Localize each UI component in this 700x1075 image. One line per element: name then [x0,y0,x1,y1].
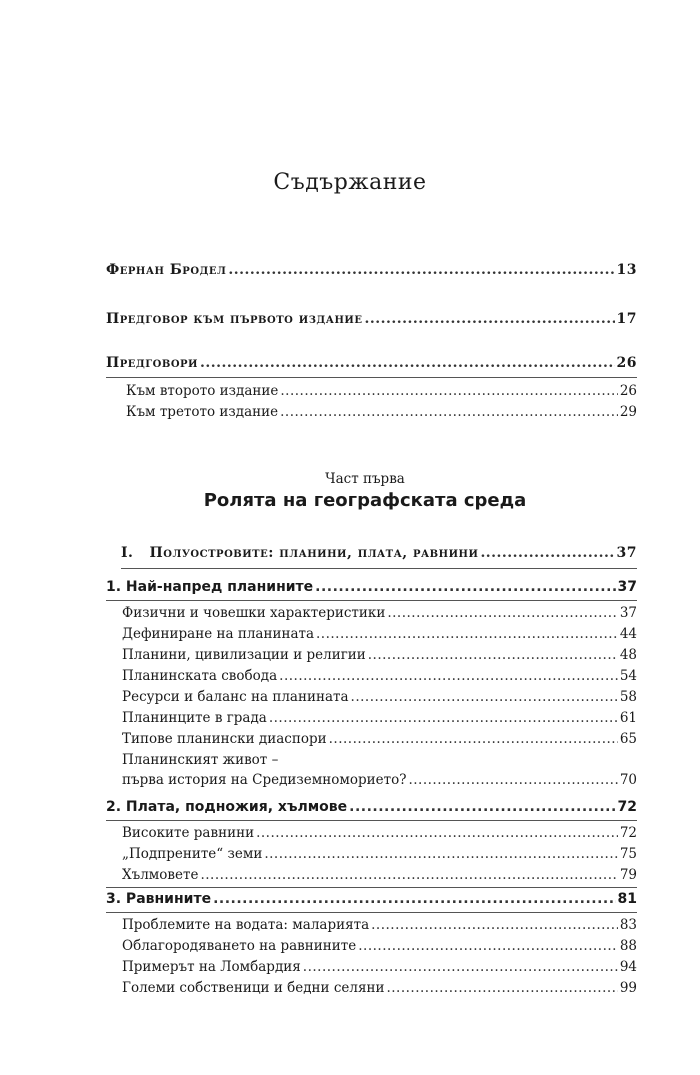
leader-dots [371,917,618,933]
leader-dots [329,731,618,747]
toc-page-number: 37 [617,579,637,595]
toc-entry-item[interactable] [122,917,637,933]
toc-entry-item[interactable] [122,867,637,883]
toc-page-number: 88 [619,938,637,954]
leader-dots [387,605,617,621]
leader-dots [280,383,617,399]
page-title: Съдържание [273,170,427,195]
toc-page-number: 17 [616,311,637,327]
toc-entry-label: Физични и човешки характеристики [122,605,386,621]
part-label: Част първа [325,471,405,487]
toc-entry-label: „Подпрените“ земи [122,846,263,862]
toc-page-number: 94 [619,959,637,975]
toc-entry-label: 2. Плата, подножия, хълмове [106,799,348,815]
toc-page-number: 26 [616,355,637,371]
leader-dots [280,404,618,420]
toc-page-number: 75 [619,846,637,862]
toc-entry-prefaces[interactable] [106,355,637,371]
toc-entry-label: Проблемите на водата: маларията [122,917,370,933]
toc-entry-item[interactable] [122,668,637,684]
toc-page-number: 54 [619,668,637,684]
toc-entry-label: Типове планински диаспори [122,731,327,747]
toc-entry-preface-second[interactable] [126,383,637,399]
leader-dots [480,545,614,561]
toc-page-number: 61 [619,710,637,726]
toc-entry-section-1[interactable] [106,579,637,595]
leader-dots [316,626,618,642]
toc-entry-item[interactable] [122,647,637,663]
toc-entry-label: Планинците в града [122,710,267,726]
toc-page-number: 83 [619,917,637,933]
toc-entry-braudel[interactable] [106,262,637,278]
toc-entry-preface-first[interactable] [106,311,637,327]
toc-entry-section-3[interactable] [106,891,637,907]
toc-entry-label: Големи собственици и бедни селяни [122,980,385,996]
toc-entry-item[interactable] [122,626,637,642]
toc-entry-label: Примерът на Ломбардия [122,959,301,975]
toc-entry-label: Планини, цивилизации и религии [122,647,366,663]
divider [121,568,637,569]
leader-dots [228,262,614,278]
leader-dots [358,938,618,954]
toc-entry-label: Предговор към първото издание [106,311,363,327]
toc-entry-label: първа история на Средиземноморието? [122,772,407,788]
toc-page-number: 79 [619,867,637,883]
leader-dots [264,846,617,862]
toc-entry-label: 3. Равнините [106,891,212,907]
toc-entry-preface-third[interactable] [126,404,637,420]
toc-page-number: 48 [619,647,637,663]
leader-dots [279,668,618,684]
toc-entry-section-2[interactable] [106,799,637,815]
toc-entry-item[interactable] [122,772,637,788]
toc-page-number: 37 [619,605,637,621]
leader-dots [303,959,618,975]
leader-dots [408,772,617,788]
toc-page-number: 58 [619,689,637,705]
leader-dots [364,311,614,327]
toc-entry-item[interactable] [122,980,637,996]
toc-page-number: 70 [619,772,637,788]
toc-entry-label: Високите равнини [122,825,255,841]
leader-dots [315,579,615,595]
toc-page-number: 72 [619,825,637,841]
toc-entry-item[interactable] [122,689,637,705]
toc-entry-label: Към второто издание [126,383,279,399]
toc-entry-label: Фернан Бродел [106,262,227,278]
leader-dots [386,980,617,996]
toc-entry-label: I. Полуостровите: планини, плата, равнини [121,545,479,561]
toc-page-number: 29 [619,404,637,420]
toc-entry-label: Към третото издание [126,404,279,420]
toc-entry-item[interactable] [122,846,637,862]
divider [106,820,637,821]
toc-page-number: 44 [619,626,637,642]
leader-dots [349,799,615,815]
toc-page-number: 65 [619,731,637,747]
toc-entry-item[interactable] [122,605,637,621]
divider [106,600,637,601]
toc-entry-item[interactable] [122,959,637,975]
part-title: Ролята на географската среда [203,490,527,511]
toc-entry-item[interactable] [122,938,637,954]
leader-dots [368,647,618,663]
toc-entry-item[interactable] [122,731,637,747]
toc-entry-item[interactable] [122,710,637,726]
divider [106,887,637,888]
toc-page-number: 72 [617,799,637,815]
divider [106,377,637,378]
leader-dots [351,689,618,705]
leader-dots [213,891,615,907]
toc-entry-label: Планинската свобода [122,668,278,684]
divider [106,912,637,913]
toc-page-number: 37 [616,545,637,561]
leader-dots [200,867,617,883]
toc-entry-label: 1. Най-напред планините [106,579,314,595]
toc-entry-label: Хълмовете [122,867,199,883]
toc-entry-label: Дефиниране на планината [122,626,315,642]
toc-entry-label: Предговори [106,355,198,371]
leader-dots [269,710,618,726]
toc-entry-item[interactable] [122,825,637,841]
toc-page-number: 99 [619,980,637,996]
toc-page-number: 13 [616,262,637,278]
toc-entry-label: Ресурси и баланс на планината [122,689,349,705]
leader-dots [256,825,618,841]
leader-dots [200,355,615,371]
toc-page-number: 26 [619,383,637,399]
toc-entry-chapter-1[interactable] [121,545,637,561]
toc-entry-label: Облагородяването на равнините [122,938,357,954]
toc-entry-item-line-1[interactable]: Планинският живот – [122,752,279,768]
toc-page-number: 81 [617,891,637,907]
